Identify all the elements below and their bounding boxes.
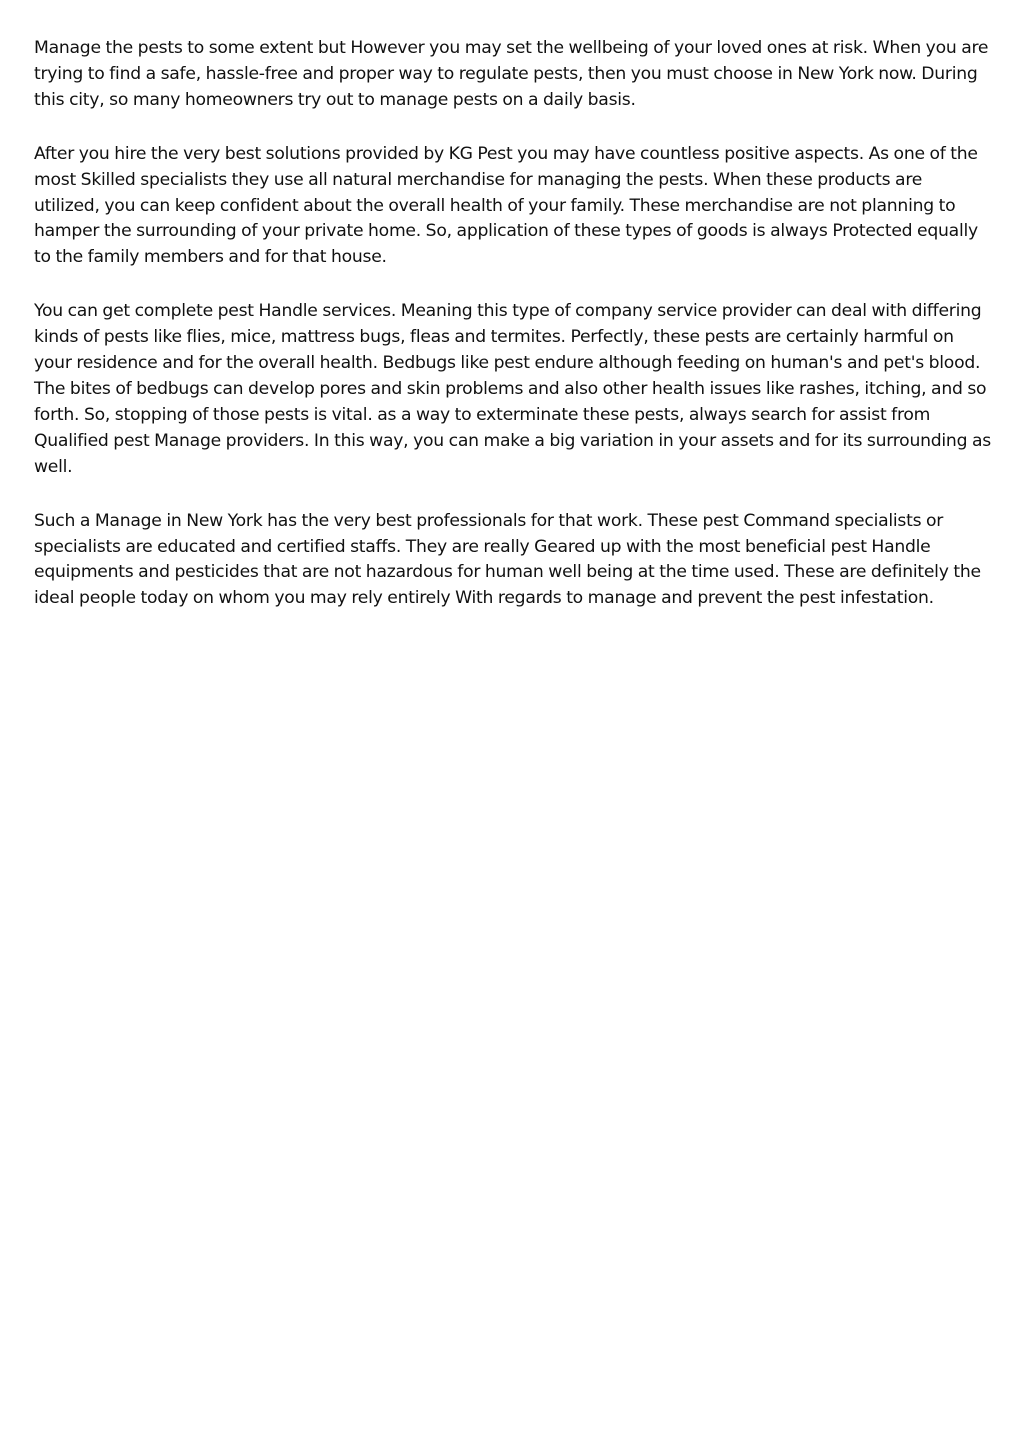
paragraph-kg-pest-solutions: After you hire the very best solutions provided by KG Pest you may have countless positive aspects. As one of the most Skilled specialists they use all natural merchandise for managing the pests. When these products are utilized, you can keep confident about the overall health of your family. These merchandise are not planning to hamper the surrounding of your private home. So, application of these types of goods is always Protected equally to the family members and for that house. — [34, 143, 978, 268]
document-page — [34, 36, 992, 640]
paragraph-intro: Manage the pests to some extent but However you may set the wellbeing of your loved ones at risk. When you are trying to find a safe, hassle-free and proper way to regulate pests, then you must choose in New York now. During this city, so many homeowners try out to manage pests on a daily basis. — [34, 38, 989, 110]
paragraph-new-york-professionals: Such a Manage in New York has the very best professionals for that work. These pest Command specialists or specialists are educated and certified staffs. They are really Geared up with the most beneficial pest Handle equipments and pesticides that are not hazardous for human well being at the time used. These are definitely the ideal people today on whom you may rely entirely With regards to manage and prevent the pest infestation. — [34, 510, 981, 609]
paragraph-pest-control-services: You can get complete pest Handle services. Meaning this type of company service provider can deal with differing kinds of pests like flies, mice, mattress bugs, fleas and termites. Perfectly, these pests are certainly harmful on your residence and for the overall health. Bedbugs like pest endure although feeding on human's and pet's blood. The bites of bedbugs can develop pores and skin problems and also other health issues like rashes, itching, and so forth. So, stopping of those pests is vital. as a way to exterminate these pests, always search for assist from Qualified pest Manage providers. In this way, you can make a big variation in your assets and for its surrounding as well. — [34, 301, 991, 477]
